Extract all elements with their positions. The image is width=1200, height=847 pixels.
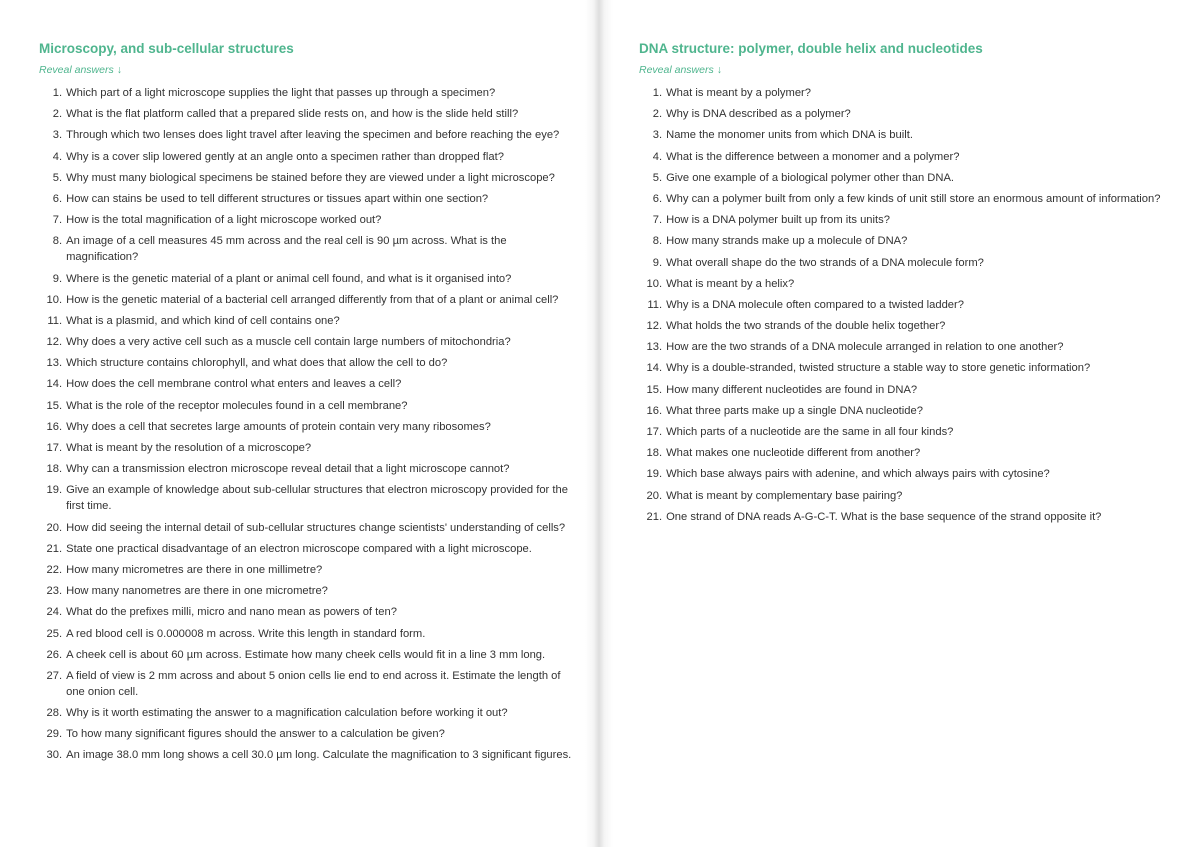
question-number: 7 (52, 214, 59, 227)
question-number-dot: . (659, 108, 663, 121)
question-item (39, 149, 579, 165)
question-number: 4 (52, 150, 59, 163)
question-number: 3 (52, 129, 59, 142)
question-number-dot: . (659, 383, 663, 396)
question-number: 11 (647, 298, 659, 311)
question-text: How can stains be used to tell different structures or tissues apart within one section? (66, 192, 489, 205)
question-number: 2 (52, 108, 59, 121)
question-number-dot: . (659, 192, 663, 205)
question-text: Where is the genetic material of a plant or animal cell found, and what is it organised into? (66, 272, 512, 285)
question-text: Why is a double-stranded, twisted structure a stable way to store genetic information? (666, 362, 1091, 375)
question-text: How is a DNA polymer built up from its units? (666, 214, 890, 227)
question-number-dot: . (59, 749, 63, 762)
question-text: How did seeing the internal detail of sub-cellular structures change scientists' understanding of cells? (66, 521, 566, 534)
question-number: 6 (52, 192, 59, 205)
question-item (639, 488, 1184, 504)
question-text: How is the total magnification of a light microscope worked out? (66, 214, 382, 227)
question-text: What do the prefixes milli, micro and nano mean as powers of ten? (66, 606, 397, 619)
question-number: 19 (46, 484, 59, 497)
question-number-dot: . (659, 298, 663, 311)
question-item (39, 212, 579, 228)
question-item (39, 520, 579, 536)
question-text: How many nanometres are there in one micrometre? (66, 585, 328, 598)
question-number: 17 (46, 442, 59, 454)
question-number-dot: . (59, 707, 63, 720)
question-item (639, 276, 1184, 292)
question-text: What is meant by a helix? (666, 277, 795, 290)
arrow-down-icon: ↓ (116, 64, 122, 76)
question-number-dot: . (59, 728, 63, 741)
question-number-dot: . (59, 314, 63, 327)
question-number: 18 (646, 447, 659, 460)
question-number-dot: . (59, 606, 63, 619)
question-item (39, 334, 579, 350)
question-item (39, 541, 579, 557)
question-number: 13 (46, 357, 59, 370)
question-item (39, 647, 579, 663)
question-number-dot: . (659, 171, 663, 184)
question-text: Why does a very active cell such as a muscle cell contain large numbers of mitochondria? (66, 336, 511, 349)
question-text: Give an example of knowledge about sub-cellular structures that electron microscopy provided for the first time. (66, 484, 568, 513)
question-text: Why does a cell that secretes large amounts of protein contain very many ribosomes? (66, 420, 491, 433)
question-number-dot: . (659, 235, 663, 248)
question-number: 8 (52, 235, 59, 248)
question-number-dot: . (59, 399, 63, 412)
question-number-dot: . (659, 362, 663, 375)
question-item (639, 149, 1184, 165)
question-text: State one practical disadvantage of an electron microscope compared with a light microscope. (66, 542, 532, 555)
question-text: An image 38.0 mm long shows a cell 30.0 µm long. Calculate the magnification to 3 significant figures. (66, 749, 572, 762)
question-text: What is meant by complementary base pairing? (666, 489, 903, 502)
question-number-dot: . (59, 129, 63, 142)
question-text: Give one example of a biological polymer other than DNA. (666, 171, 955, 184)
question-number-dot: . (59, 336, 63, 349)
question-item (639, 170, 1184, 186)
question-number: 14 (46, 378, 59, 391)
question-number-dot: . (59, 357, 63, 370)
question-item (39, 726, 579, 742)
question-text: Why is a DNA molecule often compared to a twisted ladder? (666, 298, 964, 311)
question-text: How are the two strands of a DNA molecule arranged in relation to one another? (666, 341, 1064, 354)
question-number-dot: . (59, 442, 63, 454)
question-number-dot: . (59, 463, 63, 476)
question-number-dot: . (659, 129, 663, 142)
question-number: 16 (46, 420, 59, 433)
question-item (39, 398, 579, 414)
question-item (39, 604, 579, 620)
question-number: 10 (646, 277, 659, 290)
question-number: 9 (652, 256, 659, 269)
reveal-answers-link[interactable] (39, 64, 579, 77)
question-number: 5 (652, 171, 659, 184)
question-text: Why must many biological specimens be stained before they are viewed under a light microscope? (66, 171, 555, 184)
question-number: 1 (652, 87, 659, 99)
question-item (639, 424, 1184, 440)
question-text: How many micrometres are there in one millimetre? (66, 563, 323, 576)
question-item (639, 233, 1184, 249)
question-item (39, 461, 579, 477)
question-number-dot: . (59, 563, 63, 576)
question-item (39, 191, 579, 207)
question-text: Why can a transmission electron microscope reveal detail that a light microscope cannot? (66, 463, 510, 476)
question-number: 27 (46, 669, 59, 682)
question-text: What is the flat platform called that a prepared slide rests on, and how is the slide held still? (66, 108, 519, 121)
question-number: 7 (652, 214, 659, 227)
question-number: 15 (646, 383, 659, 396)
question-item (39, 668, 579, 700)
question-number-dot: . (659, 256, 663, 269)
question-text: A field of view is 2 mm across and about 5 onion cells lie end to end across it. Estimate the length of one onion cell. (66, 669, 561, 698)
question-number-dot: . (59, 648, 63, 661)
page-gutter (585, 0, 613, 847)
question-item (39, 106, 579, 122)
question-text: What makes one nucleotide different from another? (666, 447, 921, 460)
question-text: A cheek cell is about 60 µm across. Estimate how many cheek cells would fit in a line 3 mm long. (66, 648, 546, 661)
question-number-dot: . (59, 585, 63, 598)
question-text: Which parts of a nucleotide are the same in all four kinds? (666, 426, 954, 438)
question-number-dot: . (59, 150, 63, 163)
question-number-dot: . (59, 542, 63, 555)
question-number-dot: . (59, 87, 63, 99)
question-item (39, 127, 579, 143)
question-list (639, 85, 1184, 525)
question-number: 26 (46, 648, 59, 661)
question-number: 1 (52, 87, 59, 99)
question-number: 17 (646, 426, 659, 438)
question-number-dot: . (659, 510, 663, 523)
question-number-dot: . (659, 150, 663, 163)
question-number-dot: . (59, 521, 63, 534)
reveal-answers-label: Reveal answers (39, 64, 114, 76)
question-item (639, 297, 1184, 313)
question-number: 11 (47, 314, 59, 327)
question-number: 10 (46, 293, 59, 306)
question-item (639, 212, 1184, 228)
question-item (39, 482, 579, 514)
question-number-dot: . (59, 378, 63, 391)
question-text: To how many significant figures should the answer to a calculation be given? (66, 728, 445, 741)
question-text: Through which two lenses does light travel after leaving the specimen and before reaching the eye? (66, 129, 560, 142)
question-item (39, 705, 579, 721)
question-item (639, 127, 1184, 143)
question-text: What overall shape do the two strands of a DNA molecule form? (666, 256, 984, 269)
question-number: 4 (652, 150, 659, 163)
question-number: 21 (646, 510, 659, 523)
question-number-dot: . (659, 87, 663, 99)
question-item (39, 355, 579, 371)
question-number: 15 (46, 399, 59, 412)
question-text: Why is a cover slip lowered gently at an angle onto a specimen rather than dropped flat? (66, 150, 504, 163)
question-text: A red blood cell is 0.000008 m across. Write this length in standard form. (66, 627, 426, 640)
section-title: Microscopy, and sub-cellular structures (39, 41, 294, 56)
question-item (639, 85, 1184, 101)
question-item (639, 318, 1184, 334)
question-text: How many different nucleotides are found in DNA? (666, 383, 918, 396)
question-item (639, 466, 1184, 482)
question-text: Why is DNA described as a polymer? (666, 108, 851, 121)
question-item (39, 747, 579, 763)
question-number: 6 (652, 192, 659, 205)
question-item (639, 382, 1184, 398)
question-item (639, 255, 1184, 271)
question-number: 30 (46, 749, 59, 762)
question-number: 8 (652, 235, 659, 248)
question-number-dot: . (59, 214, 63, 227)
question-number-dot: . (59, 669, 63, 682)
question-number-dot: . (659, 277, 663, 290)
question-number: 3 (652, 129, 659, 142)
question-text: Why is it worth estimating the answer to a magnification calculation before working it out? (66, 707, 508, 720)
question-number: 21 (46, 542, 59, 555)
question-number: 18 (46, 463, 59, 476)
right-page (639, 40, 1184, 530)
question-number: 12 (646, 320, 659, 333)
question-number: 12 (46, 336, 59, 349)
question-number-dot: . (659, 214, 663, 227)
question-number-dot: . (659, 489, 663, 502)
question-list (39, 85, 579, 763)
question-text: How many strands make up a molecule of DNA? (666, 235, 908, 248)
question-number: 20 (46, 521, 59, 534)
question-number-dot: . (59, 293, 63, 306)
question-item (639, 445, 1184, 461)
question-item (639, 339, 1184, 355)
question-number-dot: . (59, 484, 63, 497)
question-text: What is the difference between a monomer and a polymer? (666, 150, 960, 163)
question-text: How is the genetic material of a bacterial cell arranged differently from that of a plant or animal cell? (66, 293, 559, 306)
question-number-dot: . (59, 192, 63, 205)
question-item (39, 271, 579, 287)
question-number-dot: . (59, 627, 63, 640)
question-item (39, 583, 579, 599)
question-number: 9 (52, 272, 59, 285)
reveal-answers-label: Reveal answers (639, 64, 714, 76)
question-number: 29 (46, 728, 59, 741)
question-item (39, 626, 579, 642)
question-number-dot: . (659, 404, 663, 417)
question-item (39, 562, 579, 578)
question-item (39, 376, 579, 392)
question-text: How does the cell membrane control what enters and leaves a cell? (66, 378, 402, 391)
question-text: Which structure contains chlorophyll, and what does that allow the cell to do? (66, 357, 448, 370)
question-text: One strand of DNA reads A-G-C-T. What is the base sequence of the strand opposite it? (666, 510, 1102, 523)
question-item (39, 419, 579, 435)
question-number: 25 (46, 627, 59, 640)
question-item (39, 233, 579, 265)
question-text: What is meant by the resolution of a microscope? (66, 442, 312, 454)
question-text: What three parts make up a single DNA nucleotide? (666, 404, 923, 417)
question-number: 2 (652, 108, 659, 121)
question-item (639, 191, 1184, 207)
question-item (39, 292, 579, 308)
arrow-down-icon: ↓ (716, 64, 722, 76)
section-title: DNA structure: polymer, double helix and nucleotides (639, 41, 983, 56)
question-item (39, 440, 579, 456)
question-text: Which part of a light microscope supplies the light that passes up through a specimen? (66, 87, 496, 99)
question-item (639, 360, 1184, 376)
question-number-dot: . (659, 447, 663, 460)
question-text: What is a plasmid, and which kind of cell contains one? (66, 314, 340, 327)
question-text: Why can a polymer built from only a few kinds of unit still store an enormous amount of information? (666, 192, 1161, 205)
question-number-dot: . (659, 320, 663, 333)
question-item (639, 509, 1184, 525)
question-text: What is the role of the receptor molecules found in a cell membrane? (66, 399, 408, 412)
question-number: 24 (46, 606, 59, 619)
question-number: 22 (46, 563, 59, 576)
question-number-dot: . (659, 468, 663, 481)
question-item (639, 106, 1184, 122)
question-text: What is meant by a polymer? (666, 87, 811, 99)
question-number-dot: . (59, 272, 63, 285)
reveal-answers-link[interactable] (639, 64, 1184, 77)
question-text: An image of a cell measures 45 mm across and the real cell is 90 µm across. What is the magnification? (66, 235, 507, 264)
question-text: Which base always pairs with adenine, and which always pairs with cytosine? (666, 468, 1050, 481)
question-item (639, 403, 1184, 419)
question-number-dot: . (659, 341, 663, 354)
question-number: 23 (46, 585, 59, 598)
question-item (39, 170, 579, 186)
question-number: 14 (646, 362, 659, 375)
question-number-dot: . (59, 420, 63, 433)
question-number: 16 (646, 404, 659, 417)
question-item (39, 313, 579, 329)
question-number: 20 (646, 489, 659, 502)
question-number: 19 (646, 468, 659, 481)
question-item (39, 85, 579, 101)
question-text: Name the monomer units from which DNA is built. (666, 129, 913, 142)
question-text: What holds the two strands of the double helix together? (666, 320, 946, 333)
question-number-dot: . (59, 108, 63, 121)
question-number-dot: . (59, 171, 63, 184)
question-number-dot: . (659, 426, 663, 438)
question-number: 28 (46, 707, 59, 720)
left-page (39, 40, 579, 769)
question-number: 13 (646, 341, 659, 354)
question-number: 5 (52, 171, 59, 184)
question-number-dot: . (59, 235, 63, 248)
